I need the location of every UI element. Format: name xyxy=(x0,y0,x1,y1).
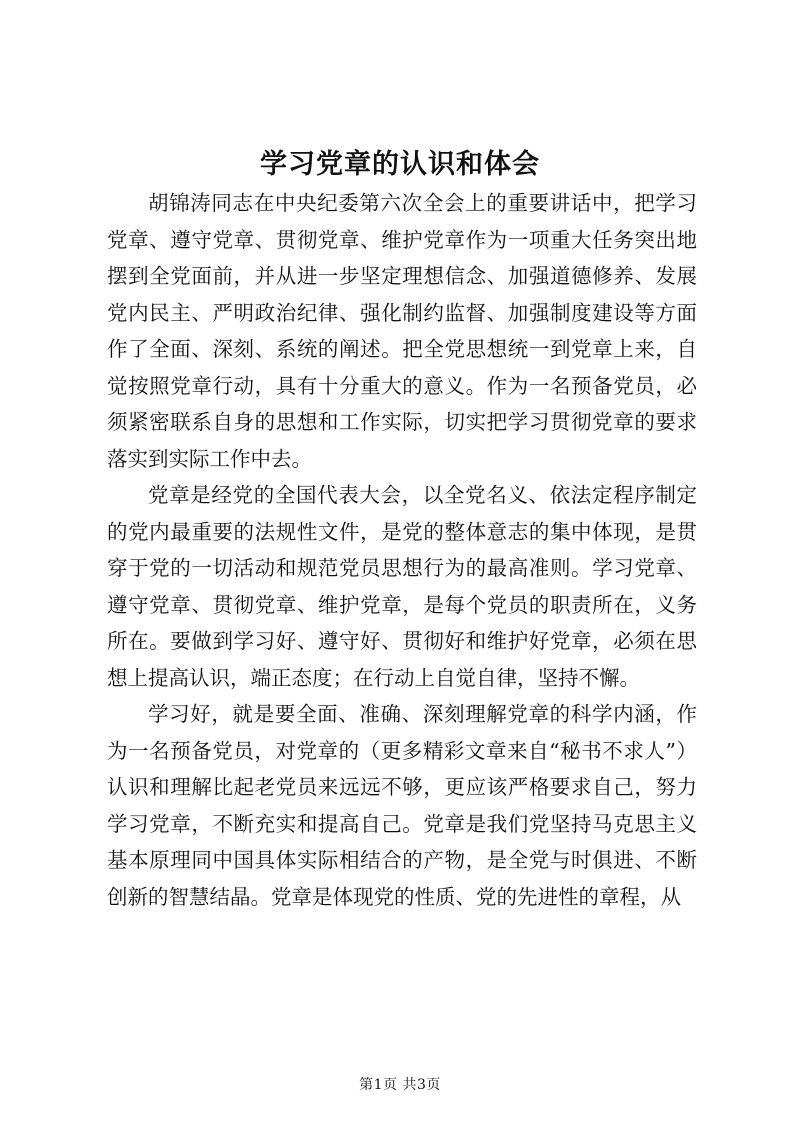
page-footer: 第1页 共3页 xyxy=(359,1077,441,1093)
paragraph-2: 党章是经党的全国代表大会，以全党名义、依法定程序制定的党内最重要的法规性文件，是党的整体意志的集中体现，是贯穿于党的一切活动和规范党员思想行为的最高准则。学习党章、遵守党章、贯彻党章、维护党章，是每个党员的职责所在，义务所在。要做到学习好、遵守好、贯彻好和维护好党章，必须在思想上提高认识，端正态度；在行动上自觉自律，坚持不懈。 xyxy=(107,483,697,690)
document-title: 学习党章的认识和体会 xyxy=(260,149,540,180)
paragraph-3: 学习好，就是要全面、准确、深刻理解党章的科学内涵，作为一名预备党员，对党章的（更多精彩文章来自“秘书不求人”）认识和理解比起老党员来远远不够，更应该严格要求自己，努力学习党章，不断充实和提高自己。党章是我们党坚持马克思主义基本原理同中国具体实际相结合的产物，是全党与时俱进、不断创新的智慧结晶。党章是体现党的性质、党的先进性的章程，从 xyxy=(107,702,697,909)
paragraph-1: 胡锦涛同志在中央纪委第六次全会上的重要讲话中，把学习党章、遵守党章、贯彻党章、维护党章作为一项重大任务突出地摆到全党面前，并从进一步坚定理想信念、加强道德修养、发展党内民主、严明政治纪律、强化制约监督、加强制度建设等方面作了全面、深刻、系统的阐述。把全党思想统一到党章上来，自觉按照党章行动，具有十分重大的意义。作为一名预备党员，必须紧密联系自身的思想和工作实际，切实把学习贯彻党章的要求落实到实际工作中去。 xyxy=(107,191,697,471)
document-body xyxy=(107,185,697,915)
